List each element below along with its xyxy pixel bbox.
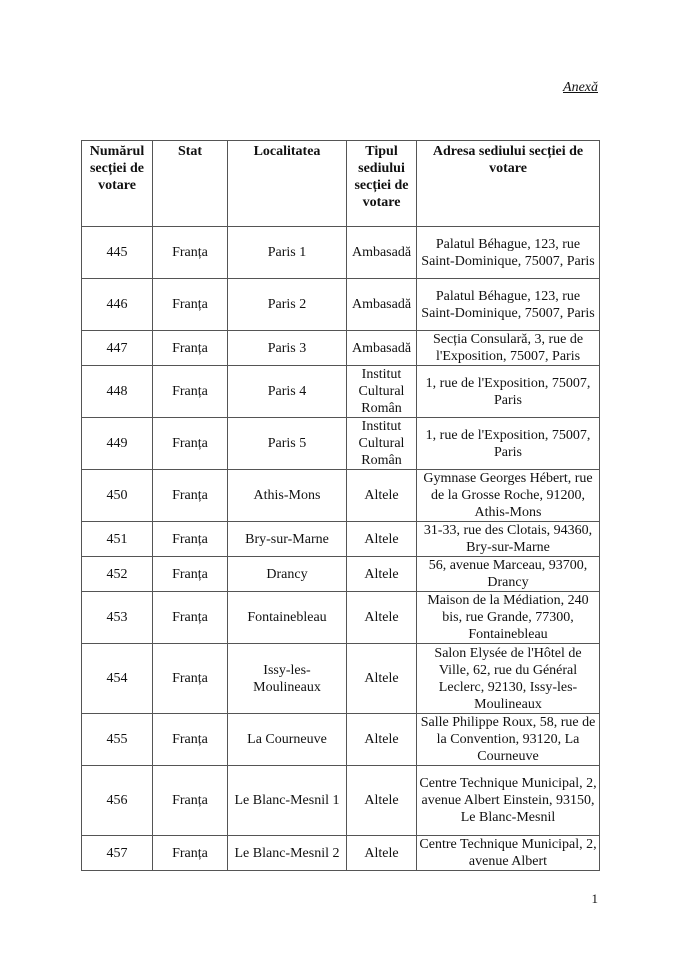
cell-state: Franța xyxy=(153,418,228,470)
cell-section-number: 445 xyxy=(82,227,153,279)
cell-locality: La Courneuve xyxy=(228,714,347,766)
cell-section-number: 449 xyxy=(82,418,153,470)
table-row xyxy=(82,279,600,331)
cell-locality: Issy-les-Moulineaux xyxy=(228,644,347,714)
cell-premises-type: Ambasadă xyxy=(347,227,417,279)
cell-address: Centre Technique Municipal, 2, avenue Albert xyxy=(417,836,600,871)
cell-state: Franța xyxy=(153,714,228,766)
table-row xyxy=(82,592,600,644)
table-row xyxy=(82,766,600,836)
cell-locality: Bry-sur-Marne xyxy=(228,522,347,557)
table-row xyxy=(82,522,600,557)
cell-section-number: 454 xyxy=(82,644,153,714)
cell-premises-type: Altele xyxy=(347,766,417,836)
cell-locality: Paris 2 xyxy=(228,279,347,331)
cell-section-number: 451 xyxy=(82,522,153,557)
page-number: 1 xyxy=(591,891,598,906)
cell-address: Palatul Béhague, 123, rue Saint-Dominique, 75007, Paris xyxy=(417,279,600,331)
cell-address: Gymnase Georges Hébert, rue de la Grosse Roche, 91200, Athis-Mons xyxy=(417,470,600,522)
table-row xyxy=(82,331,600,366)
cell-state: Franța xyxy=(153,766,228,836)
cell-address: 56, avenue Marceau, 93700, Drancy xyxy=(417,557,600,592)
header-locality: Localitatea xyxy=(228,141,347,227)
cell-section-number: 448 xyxy=(82,366,153,418)
table-row xyxy=(82,557,600,592)
cell-premises-type: Altele xyxy=(347,592,417,644)
table-row xyxy=(82,470,600,522)
table-header-row xyxy=(82,141,600,227)
header-state: Stat xyxy=(153,141,228,227)
table-row xyxy=(82,366,600,418)
cell-premises-type: Altele xyxy=(347,836,417,871)
cell-premises-type: Altele xyxy=(347,714,417,766)
table-row xyxy=(82,227,600,279)
cell-address: 1, rue de l'Exposition, 75007, Paris xyxy=(417,366,600,418)
cell-state: Franța xyxy=(153,557,228,592)
cell-address: Palatul Béhague, 123, rue Saint-Dominique, 75007, Paris xyxy=(417,227,600,279)
cell-state: Franța xyxy=(153,279,228,331)
cell-premises-type: Institut Cultural Român xyxy=(347,366,417,418)
cell-premises-type: Ambasadă xyxy=(347,331,417,366)
cell-premises-type: Altele xyxy=(347,557,417,592)
cell-premises-type: Ambasadă xyxy=(347,279,417,331)
cell-state: Franța xyxy=(153,366,228,418)
table-row xyxy=(82,836,600,871)
cell-section-number: 452 xyxy=(82,557,153,592)
header-premises-type: Tipul sediului secției de votare xyxy=(347,141,417,227)
cell-section-number: 457 xyxy=(82,836,153,871)
cell-address: 1, rue de l'Exposition, 75007, Paris xyxy=(417,418,600,470)
cell-section-number: 455 xyxy=(82,714,153,766)
cell-section-number: 453 xyxy=(82,592,153,644)
cell-state: Franța xyxy=(153,836,228,871)
header-section-number: Numărul secției de votare xyxy=(82,141,153,227)
cell-section-number: 450 xyxy=(82,470,153,522)
cell-premises-type: Altele xyxy=(347,644,417,714)
cell-section-number: 447 xyxy=(82,331,153,366)
cell-locality: Le Blanc-Mesnil 2 xyxy=(228,836,347,871)
cell-address: Maison de la Médiation, 240 bis, rue Grande, 77300, Fontainebleau xyxy=(417,592,600,644)
cell-locality: Paris 4 xyxy=(228,366,347,418)
cell-address: 31-33, rue des Clotais, 94360, Bry-sur-Marne xyxy=(417,522,600,557)
cell-state: Franța xyxy=(153,644,228,714)
cell-section-number: 456 xyxy=(82,766,153,836)
table-row xyxy=(82,714,600,766)
cell-premises-type: Altele xyxy=(347,470,417,522)
cell-locality: Le Blanc-Mesnil 1 xyxy=(228,766,347,836)
cell-state: Franța xyxy=(153,331,228,366)
cell-address: Salle Philippe Roux, 58, rue de la Convention, 93120, La Courneuve xyxy=(417,714,600,766)
cell-section-number: 446 xyxy=(82,279,153,331)
table-row xyxy=(82,644,600,714)
cell-state: Franța xyxy=(153,522,228,557)
cell-premises-type: Altele xyxy=(347,522,417,557)
cell-state: Franța xyxy=(153,227,228,279)
cell-locality: Athis-Mons xyxy=(228,470,347,522)
cell-locality: Paris 3 xyxy=(228,331,347,366)
cell-state: Franța xyxy=(153,470,228,522)
cell-locality: Paris 1 xyxy=(228,227,347,279)
cell-address: Centre Technique Municipal, 2, avenue Albert Einstein, 93150, Le Blanc-Mesnil xyxy=(417,766,600,836)
cell-premises-type: Institut Cultural Român xyxy=(347,418,417,470)
cell-address: Salon Elysée de l'Hôtel de Ville, 62, rue du Général Leclerc, 92130, Issy-les-Moulineaux xyxy=(417,644,600,714)
header-address: Adresa sediului secției de votare xyxy=(417,141,600,227)
polling-sections-table xyxy=(81,140,600,871)
table-row xyxy=(82,418,600,470)
cell-locality: Drancy xyxy=(228,557,347,592)
cell-locality: Paris 5 xyxy=(228,418,347,470)
cell-state: Franța xyxy=(153,592,228,644)
cell-locality: Fontainebleau xyxy=(228,592,347,644)
cell-address: Secția Consulară, 3, rue de l'Exposition, 75007, Paris xyxy=(417,331,600,366)
annex-label: Anexă xyxy=(563,80,598,95)
